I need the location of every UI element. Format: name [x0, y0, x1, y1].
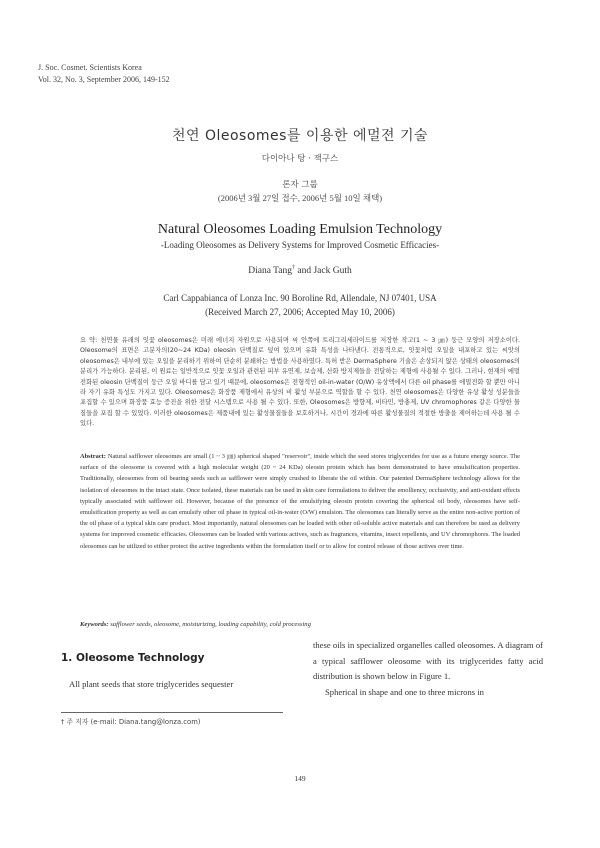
section-heading: 1. Oleosome Technology: [61, 652, 205, 664]
left-column-text: All plant seeds that store triglycerides sequester: [69, 679, 234, 689]
korean-title: 천연 Oleosomes를 이용한 에멀젼 기술: [171, 128, 429, 144]
other-authors: and Jack Guth: [295, 266, 352, 277]
english-title: Natural Oleosomes Loading Emulsion Technology: [157, 222, 443, 237]
right-column-paragraph-2: Spherical in shape and one to three microns in: [325, 686, 484, 697]
keywords-label: Keywords:: [80, 621, 109, 628]
journal-volume: Vol. 32, No. 3, September 2006, 149-152: [38, 75, 170, 84]
page-number: 149: [294, 774, 306, 783]
journal-name: J. Soc. Cosmet. Scientists Korea: [38, 63, 142, 72]
english-dates: (Received March 27, 2006; Accepted May 10, 2006): [205, 307, 395, 317]
corresponding-author-mark: †: [292, 265, 295, 271]
keywords: [80, 621, 520, 628]
journal-citation: [38, 62, 170, 86]
english-affiliation: Carl Cappabianca of Lonza Inc. 90 Boroline Rd, Allendale, NJ 07401, USA: [163, 293, 437, 303]
english-subtitle: -Loading Oleosomes as Delivery Systems for Improved Cosmetic Efficacies-: [160, 240, 440, 250]
korean-abstract: 요 약: 천연물 유래의 잇꽃 oleosomes은 미래 에너지 자원으로 사용되며 씨 안쪽에 트리그리세라이드를 저장한 작고(1 ~ 3 ㎛) 둥근 모양의 저장소이다. Oleosome의 표면은 고분자의(20~24 KDa) oleosin 단백질로 덮여 있으며 유화 특성을 나타낸다. 전통적으로, 잇꽃처럼 오일을 내포하고 있는 씨앗의 oleosomes은 내부에 있는 오일을 분리하기 위하여 단순히 분쇄하는 방법을 사용하였다. 특허 받은 DermaSphere 기술은 손상되지 않은 상태의 oleosomes의 분리가 가능하다. 분리된, 이 원료는 일반적으로 잇꽃 오일과 관련된 피부 유연제, 보습제, 산화 방지제들을 전달하는 제형에 사용될 수 있다. 그러나, 현재의 에멀전화된 oleosin 단백질이 둥근 오일 바디를 담고 있기 때문에, oleosomes은 전형적인 oil-in-water (O/W) 유상액에서 다른 oil phase를 에멀전화 할 뿐만 아니라 자기 유화 특성도 가지고 있다. Oleosomes은 화장품 제형에서 유상의 비 활성 부분으로 역할을 할 수 있다. 천연 oleosomes은 다양한 유상 활성 성분들을 포집할 수 있으며 화장품 효능 증진을 위한 전달 시스템으로 사용 될 수 있다. 또한, Oleosomes은 방향제, 비타민, 방충제, UV chromophores 같은 다양한 물질들을 포집 할 수 있었다. 이러한 oleosomes은 제품내에 있는 활성물질들을 보호하거나, 시간이 경과에 따른 활성물질의 적절한 방출을 제어하는데 사용 될 수 있다.: [80, 337, 520, 428]
english-abstract: [80, 451, 520, 552]
english-authors: [60, 265, 540, 276]
korean-authors: 다이아나 탕 · 잭구스: [261, 154, 339, 164]
korean-dates: (2006년 3월 27일 접수, 2006년 5월 10일 채택): [217, 193, 383, 203]
right-column: [313, 638, 543, 700]
keywords-values: safflower seeds, oleosome, moisturizing, loading capability, cold processing: [108, 621, 311, 628]
footnote: † 주 저자 (e-mail: Diana.tang@lonza.com): [61, 718, 201, 726]
first-author: Diana Tang: [248, 266, 292, 277]
right-column-paragraph-1: these oils in specialized organelles called oleosomes. A diagram of a typical safflower oleosome with its triglycerides fatty acid distribution is shown below in Figure 1.: [313, 640, 543, 682]
abstract-label: Abstract:: [80, 453, 106, 460]
footnote-divider: [61, 712, 283, 713]
korean-affiliation: 론자 그룹: [282, 180, 318, 190]
abstract-body: Natural safflower oleosomes are small (1 ~ 3 ㎛) spherical shaped "reservoir", inside which the seed stores triglycerides for use as a future energy source. The surface of the oleosome is covered with a high molecular weight (20 ~ 24 KDa) oleosin protein which has been demonstrated to have emulsification properties. Traditionally, oleosomes from oil bearing seeds such as safflower were simply crushed to liberate the oil within. Our patented DermaSphere technology allows for the isolation of oleosomes in the intact state. Once isolated, these materials can be used in skin care formulations to deliver the emolliency, occlusivity, and anti-oxidant effects typically associated with safflower oil. However, because of the presence of the emulsifying oleosin protein covering the spherical oil body, oleosomes have self-emulsification property as well as can emulsify other oil phase in typical oil-in-water (O/W) emulsion. The oleosomes can literally serve as the entire non-active portion of the oil phase of a typical skin care product. Most importantly, natural oleosomes can be loaded with other oil-soluble active materials and can therefore be used as delivery systems for improved cosmetic efficacies. Oleosomes can be loaded with various actives, such as fragrances, vitamins, insect repellents, and UV chromophores. The loaded oleosomes can be utilized to either protect the active ingredients within the formulation itself or to allow for control release of those actives over time.: [80, 453, 520, 550]
